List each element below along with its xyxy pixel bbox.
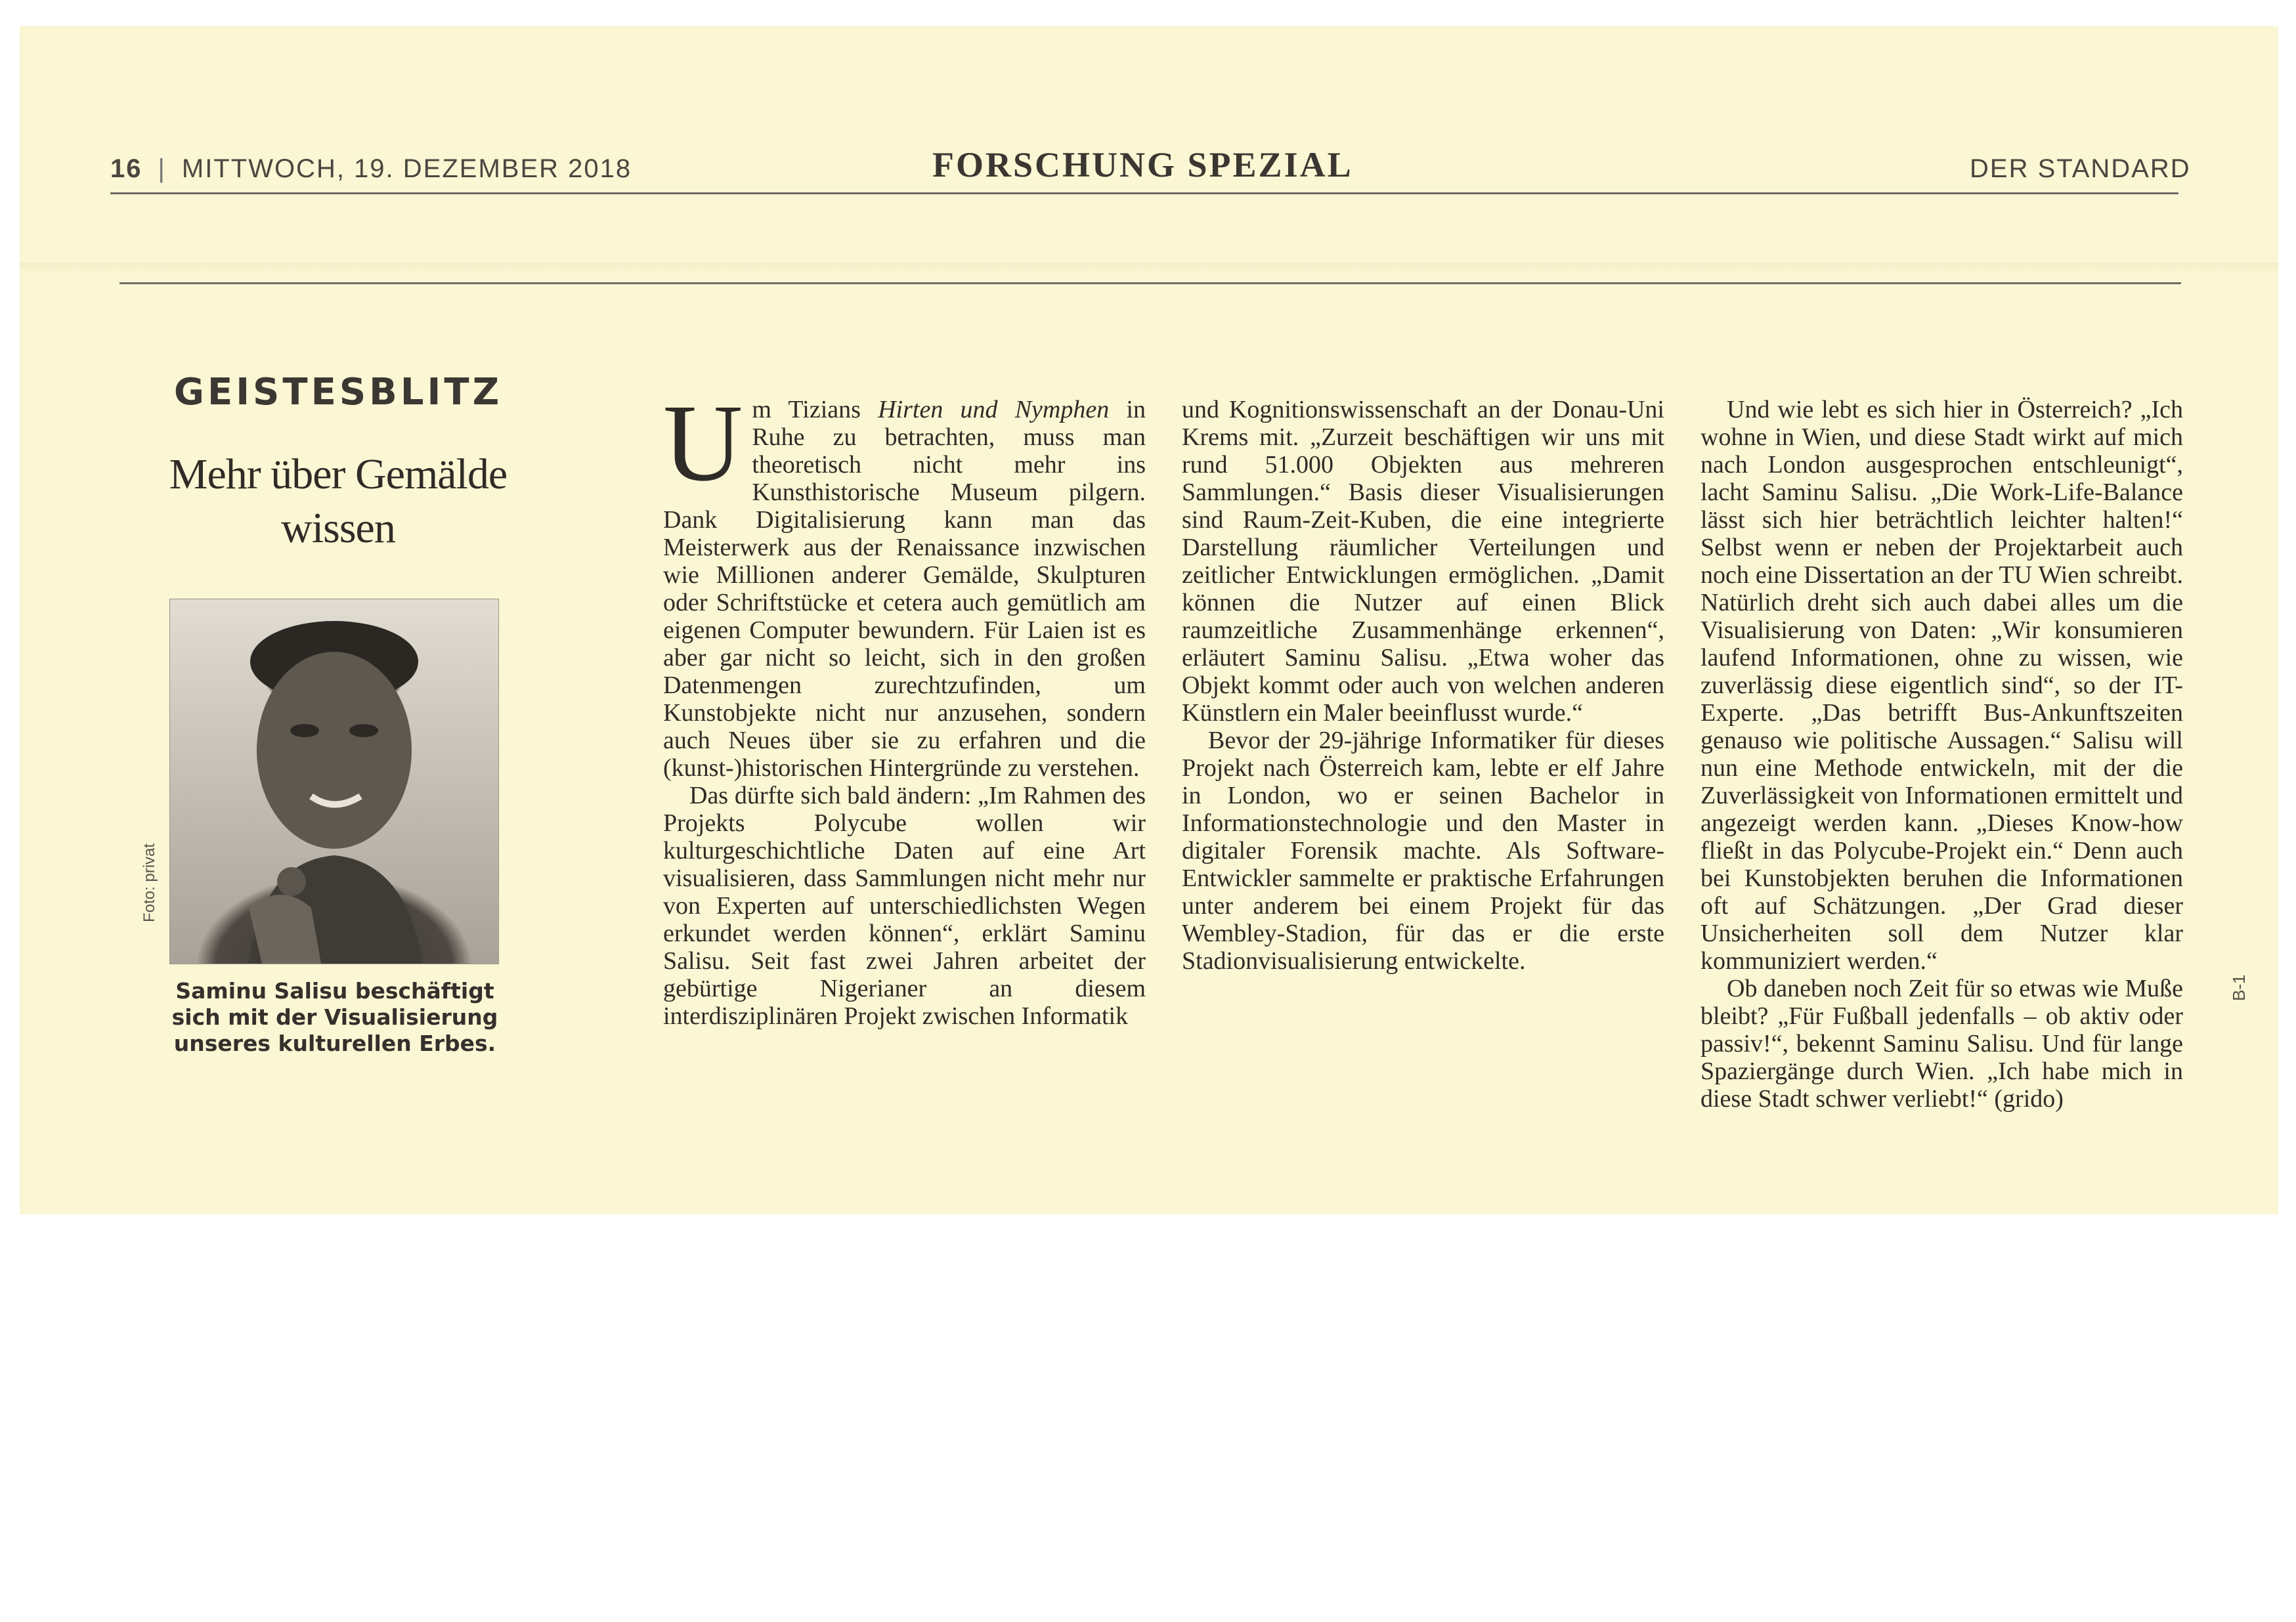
section-title: FORSCHUNG SPEZIAL bbox=[932, 145, 1353, 184]
artwork-title: Hirten und Nymphen bbox=[878, 396, 1110, 423]
article-headline: Mehr über Gemälde wissen bbox=[169, 450, 508, 552]
photo-credit: Foto: privat bbox=[141, 843, 158, 922]
masthead-left bbox=[110, 154, 632, 184]
article-kicker: GEISTESBLITZ bbox=[174, 371, 503, 414]
paragraph-project: Das dürfte sich bald ändern: „Im Rahmen des Projekts Polycube wollen wir kulturgeschichtliche Daten auf eine Art visualisieren, dass Sammlungen nicht mehr nur von Experten auf unterschiedlichsten Wegen erkundet werden können“, erklärt Saminu Salisu. Seit fast zwei Jahren arbeitet der gebürtige Nigerianer an diesem interdisziplinären Projekt zwischen Informatik bbox=[663, 782, 1146, 1030]
portrait-illustration bbox=[170, 599, 498, 964]
page-number: 16 bbox=[110, 154, 142, 183]
intro-text-b: in Ruhe zu betrachten, muss man theoretisch nicht mehr ins Kunsthistorische Museum pilgern. Dank Digitalisierung kann man das Meisterwerk aus der Renaissance inzwischen wie Millionen anderer Gemälde, Skulpturen oder Schriftstücke et cetera auch gemütlich am eigenen Computer bewundern. Für Laien ist es aber gar nicht so leicht, sich in den großen Datenmengen zurechtzufinden, um Kunstobjekte nicht nur anzusehen, sondern auch Neues über sie zu erfahren und die (kunst-)historischen Hintergründe zu verstehen. bbox=[663, 396, 1146, 782]
article-column-2 bbox=[1182, 396, 1664, 975]
issue-date: MITTWOCH, 19. DEZEMBER 2018 bbox=[181, 154, 632, 183]
paragraph-project-continued: und Kognitionswissenschaft an der Donau-Uni Krems mit. „Zurzeit beschäftigen wir uns mit rund 51.000 Objekten aus mehreren Sammlungen.“ Basis dieser Visualisierungen sind Raum-Zeit-Kuben, die eine integrierte Darstellung räumlicher Verteilungen und zeitlicher Entwicklungen ermöglichen. „Damit können die Nutzer auf einen Blick raumzeitliche Zusammenhänge erkennen“, erläutert Saminu Salisu. „Etwa woher das Objekt kommt oder auch von welchen anderen Künstlern ein Maler beeinflusst wurde.“ bbox=[1182, 396, 1664, 727]
paragraph-intro bbox=[663, 382, 1146, 782]
portrait-photo bbox=[169, 599, 499, 964]
article-column-3 bbox=[1700, 396, 2183, 1113]
masthead-separator: | bbox=[158, 154, 166, 183]
paragraph-biography: Bevor der 29-jährige Informatiker für dieses Projekt nach Österreich kam, lebte er elf Jahre in London, wo er seinen Bachelor in Informationstechnologie und den Master in digitaler Forensik machte. Als Software-Entwickler sammelte er praktische Erfahrungen unter anderem bei einem Projekt für das Wembley-Stadion, für das er die erste Stadionvisualisierung entwickelte. bbox=[1182, 727, 1664, 975]
dropcap-letter: U bbox=[663, 382, 743, 504]
header-rule bbox=[110, 192, 2178, 194]
paragraph-life-in-vienna: Und wie lebt es sich hier in Österreich? „Ich wohne in Wien, und diese Stadt wirkt auf mich nach London ausgesprochen entschleunigt“, lacht Saminu Salisu. „Die Work-Life-Balance lässt sich hier beträchtlich leichter halten!“ Selbst wenn er neben der Projektarbeit auch noch eine Dissertation an der TU Wien schreibt. Natürlich dreht sich auch dabei alles um die Visualisierung von Daten: „Wir konsumieren laufend Informationen, ohne zu wissen, wie zuverlässig diese eigentlich sind“, so der IT-Experte. „Das betrifft Bus-Ankunftszeiten genauso wie politische Aussagen.“ Salisu will nun eine Methode entwickeln, mit der die Zuverlässigkeit von Informationen ermittelt und angezeigt werden kann. „Dieses Know-how fließt in das Polycube-Projekt ein.“ Denn auch bei Kunstobjekten beruhen die Informationen oft auf Schätzungen. „Der Grad dieser Unsicherheiten soll dem Nutzer klar kommuniziert werden.“ bbox=[1700, 396, 2183, 975]
page-side-mark: B-1 bbox=[2229, 974, 2249, 1001]
intro-text-a: m Tizians bbox=[752, 396, 878, 423]
article-column-1 bbox=[663, 382, 1146, 1030]
section-rule bbox=[119, 282, 2181, 284]
photo-caption: Saminu Salisu beschäftigt sich mit der Visualisierung unseres kulturellen Erbes. bbox=[171, 978, 498, 1056]
paragraph-leisure: Ob daneben noch Zeit für so etwas wie Muße bleibt? „Für Fußball jedenfalls – ob aktiv oder passiv!“, bekennt Saminu Salisu. Und für lange Spaziergänge durch Wien. „Ich habe mich in diese Stadt schwer verliebt!“ (grido) bbox=[1700, 975, 2183, 1113]
publication-name: DER STANDARD bbox=[1970, 154, 2191, 183]
